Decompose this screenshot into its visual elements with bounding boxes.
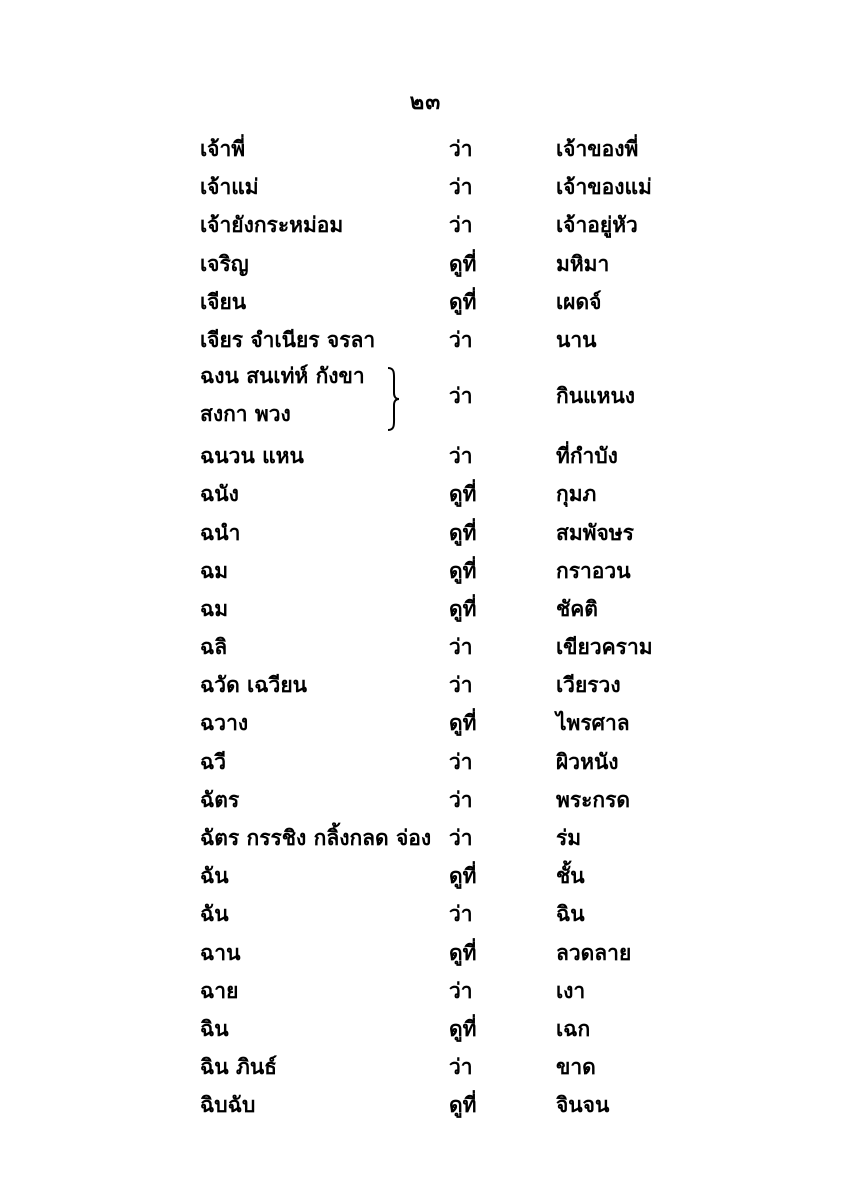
term: เจียร จำเนียร จรลา	[200, 327, 376, 352]
term-line: สงกา พวง	[200, 402, 291, 427]
meaning: สมพัจษร	[556, 520, 634, 545]
meaning: ฉิน	[556, 902, 585, 927]
glossary-row	[0, 438, 851, 476]
relation: ว่า	[449, 826, 473, 850]
relation: ดูที่	[449, 711, 477, 736]
term: ฉัตร กรรชิง กลิ้งกลด จ่อง	[200, 826, 432, 850]
meaning: เจ้าของแม่	[556, 175, 652, 200]
term: ฉวี	[200, 749, 227, 774]
meaning: เจ้าอยู่หัว	[556, 213, 638, 238]
meaning: จินจน	[556, 1093, 610, 1118]
term: เจ้าแม่	[200, 175, 259, 200]
term-line: ฉงน สนเท่ห์ กังขา	[200, 364, 365, 389]
meaning: ชัคติ	[556, 596, 598, 621]
relation: ว่า	[449, 137, 473, 161]
meaning: เวียรวง	[556, 673, 621, 698]
relation: ว่า	[449, 1055, 473, 1080]
meaning: กราอวน	[556, 558, 631, 583]
glossary-row	[0, 782, 851, 820]
glossary-row	[0, 591, 851, 629]
term: เจริญ	[200, 251, 249, 276]
glossary-row	[0, 169, 851, 207]
relation: ว่า	[449, 902, 473, 927]
meaning: ผิวหนัง	[556, 749, 619, 774]
glossary-row	[0, 973, 851, 1011]
term: ฉาน	[200, 940, 241, 965]
relation: ดูที่	[449, 940, 477, 965]
glossary-row	[0, 935, 851, 973]
meaning: ชั้น	[556, 864, 585, 889]
relation: ว่า	[449, 787, 473, 812]
term: เจียน	[200, 289, 247, 314]
meaning: เฉก	[556, 1016, 591, 1041]
glossary-row	[0, 476, 851, 514]
term: ฉัน	[200, 864, 229, 889]
term: ฉวาง	[200, 711, 249, 736]
relation: ว่า	[449, 213, 473, 238]
term: เจ้ายังกระหม่อม	[200, 213, 344, 238]
term: ฉัน	[200, 902, 229, 927]
glossary-row	[0, 131, 851, 169]
relation: ดูที่	[449, 251, 477, 276]
glossary-row	[0, 284, 851, 322]
glossary-row	[0, 820, 851, 858]
term: ฉิบฉับ	[200, 1093, 256, 1118]
meaning: พระกรด	[556, 787, 631, 812]
meaning: กุมภ	[556, 482, 597, 507]
meaning: ร่ม	[556, 826, 582, 850]
meaning: ที่กำบัง	[556, 444, 618, 469]
glossary-row	[0, 858, 851, 896]
glossary-row	[0, 207, 851, 245]
relation: ว่า	[449, 327, 473, 352]
page-number: ๒๓	[409, 90, 442, 115]
glossary-row	[0, 667, 851, 705]
glossary-row-grouped	[0, 360, 851, 438]
glossary-row	[0, 629, 851, 667]
relation: ดูที่	[449, 596, 477, 621]
relation: ดูที่	[449, 482, 477, 507]
term: ฉิน ภินธ์	[200, 1055, 277, 1080]
term: เจ้าพี่	[200, 137, 246, 161]
relation: ว่า	[449, 978, 473, 1003]
meaning: มหิมา	[556, 251, 610, 276]
meaning: กินแหนง	[556, 384, 636, 409]
relation: ดูที่	[449, 520, 477, 545]
term: ฉม	[200, 558, 229, 583]
glossary-row	[0, 322, 851, 360]
term: ฉลิ	[200, 635, 228, 660]
relation: ดูที่	[449, 1016, 477, 1041]
relation: ว่า	[449, 749, 473, 774]
relation: ว่า	[449, 444, 473, 469]
relation: ว่า	[449, 635, 473, 660]
relation: ว่า	[449, 384, 473, 409]
glossary-row	[0, 1049, 851, 1087]
glossary-row	[0, 1011, 851, 1049]
term: ฉม	[200, 596, 229, 621]
relation: ดูที่	[449, 289, 477, 314]
meaning: นาน	[556, 327, 597, 352]
glossary-row	[0, 515, 851, 553]
meaning: เงา	[556, 978, 586, 1003]
glossary-entries	[0, 131, 851, 1126]
term: ฉนำ	[200, 520, 241, 545]
curly-brace-icon	[386, 366, 400, 432]
relation: ดูที่	[449, 864, 477, 889]
term: ฉวัด เฉวียน	[200, 673, 307, 698]
term: ฉัตร	[200, 787, 240, 812]
term: ฉิน	[200, 1016, 229, 1041]
meaning: เผดจ์	[556, 289, 602, 314]
term: ฉนัง	[200, 482, 239, 507]
term: ฉนวน แหน	[200, 444, 304, 469]
meaning: ขาด	[556, 1055, 596, 1080]
meaning: ไพรศาล	[556, 711, 630, 736]
relation: ดูที่	[449, 558, 477, 583]
meaning: เจ้าของพี่	[556, 137, 639, 161]
glossary-row	[0, 1087, 851, 1125]
glossary-row	[0, 744, 851, 782]
meaning: ลวดลาย	[556, 940, 632, 965]
glossary-row	[0, 553, 851, 591]
glossary-row	[0, 896, 851, 934]
glossary-row	[0, 246, 851, 284]
relation: ดูที่	[449, 1093, 477, 1118]
relation: ว่า	[449, 673, 473, 698]
glossary-row	[0, 705, 851, 743]
term: ฉาย	[200, 978, 239, 1003]
relation: ว่า	[449, 175, 473, 200]
meaning: เขียวคราม	[556, 635, 653, 660]
